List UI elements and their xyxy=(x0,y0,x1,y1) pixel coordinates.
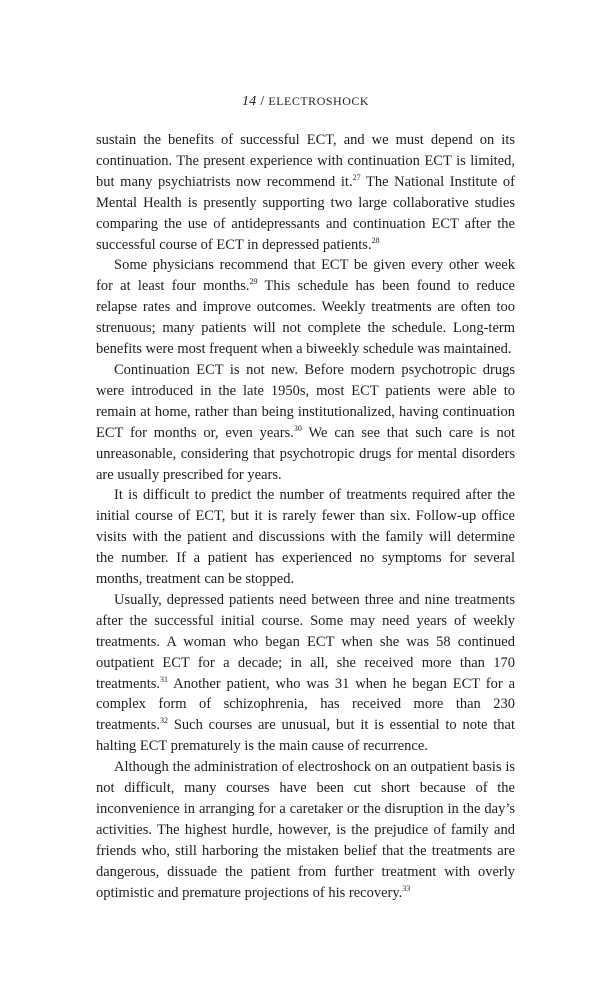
footnote-ref: 32 xyxy=(160,716,169,726)
footnote-ref: 29 xyxy=(249,277,258,287)
paragraph xyxy=(96,130,515,255)
body-text xyxy=(96,130,515,904)
page-number: 14 xyxy=(241,94,257,109)
footnote-ref: 30 xyxy=(293,423,302,433)
text-run: Although the administration of electroshock on an outpatient basis is not difficult, many courses have been cut short because of the inconvenience in arranging for a caretaker or the disruption in the day’s activities. The highest hurdle, however, is the prejudice of family and friends who, still harboring the mistaken belief that the treatments are dangerous, dissuade the patient from further treatment with overly optimistic and premature projections of his recovery. xyxy=(96,759,515,901)
footnote-ref: 33 xyxy=(402,883,411,893)
paragraph xyxy=(96,360,515,485)
text-run: The National Institute of Mental Health is presently supporting two large collaborative studies comparing the use of antidepressants and continuation ECT after the successful course of ECT in depressed patients. xyxy=(96,173,516,253)
running-header xyxy=(96,94,515,110)
paragraph xyxy=(96,255,515,360)
text-run: sustain the benefits of successful ECT, and we must depend on its continuation. The present experience with continuation ECT is limited, but many psychiatrists now recommend it. xyxy=(96,132,515,190)
footnote-ref: 27 xyxy=(352,172,361,182)
running-title: ELECTROSHOCK xyxy=(268,94,370,108)
text-run: We can see that such care is not unreasonable, considering that psychotropic drugs for mental disorders are usually prescribed for years. xyxy=(96,424,515,483)
text-run: Some physicians recommend that ECT be given every other week for at least four months. xyxy=(96,257,515,295)
paragraph xyxy=(96,485,515,590)
paragraph xyxy=(96,590,515,757)
text-run: This schedule has been found to reduce relapse rates and improve outcomes. Weekly treatments are often too strenuous; many patients will not complete the schedule. Long-term benefits were most frequent when a biweekly schedule was maintained. xyxy=(96,278,515,358)
text-run: Usually, depressed patients need between three and nine treatments after the successful initial course. Some may need years of weekly treatments. A woman who began ECT when she was 58 continued outpatient ECT for a decade; in all, she received more than 170 treatments. xyxy=(96,591,515,692)
text-run: Continuation ECT is not new. Before modern psychotropic drugs were introduced in the late 1950s, most ECT patients were able to remain at home, rather than being institutionalized, having continuation ECT for months or, even years. xyxy=(96,361,515,441)
header-separator: / xyxy=(256,94,269,109)
footnote-ref: 28 xyxy=(371,235,380,245)
footnote-ref: 31 xyxy=(160,674,169,684)
paragraph xyxy=(96,757,515,903)
text-run: Another patient, who was 31 when he began ECT for a complex form of schizophrenia, has received more than 230 treatments. xyxy=(96,675,515,734)
text-run: It is difficult to predict the number of treatments required after the initial course of ECT, but it is rarely fewer than six. Follow-up office visits with the patient and discussions with the family will determine the number. If a patient has experienced no symptoms for several months, treatment can be stopped. xyxy=(96,487,515,588)
text-run: Such courses are unusual, but it is essential to note that halting ECT prematurely is the main cause of recurrence. xyxy=(96,717,515,755)
